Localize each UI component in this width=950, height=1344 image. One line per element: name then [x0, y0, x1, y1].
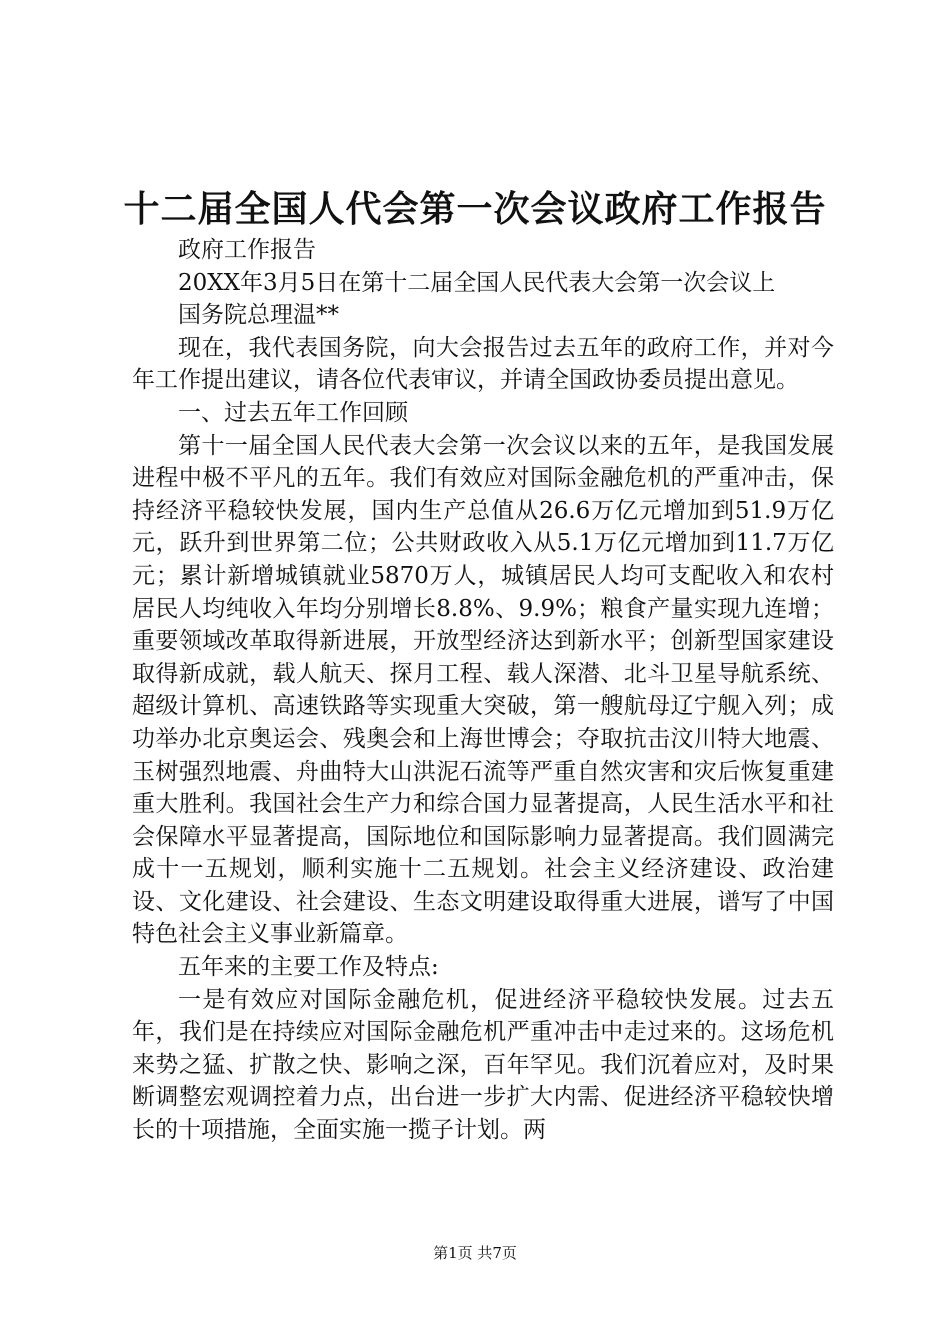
page-footer: 第1页 共7页 [433, 1244, 517, 1262]
paragraph-subtitle: 政府工作报告 [178, 237, 316, 263]
paragraph-intro: 现在，我代表国务院，向大会报告过去五年的政府工作，并对今年工作提出建议，请各位代表审议，并请全国政协委员提出意见。 [132, 334, 834, 394]
document-body [132, 234, 834, 1147]
paragraph-main-work-heading: 五年来的主要工作及特点: [178, 954, 439, 981]
section-heading-review: 一、过去五年工作回顾 [178, 399, 408, 426]
paragraph-date-venue: 20XX年3月5日在第十二届全国人民代表大会第一次会议上 [178, 269, 776, 296]
paragraph-five-year-review: 第十一届全国人民代表大会第一次会议以来的五年，是我国发展进程中极不平凡的五年。我们有效应对国际金融危机的严重冲击，保持经济平稳较快发展，国内生产总值从26.6万亿元增加到51.9万亿元，跃升到世界第二位；公共财政收入从5.1万亿元增加到11.7万亿元；累计新增城镇就业5870万人，城镇居民人均可支配收入和农村居民人均纯收入年均分别增长8.8%、9.9%；粮食产量实现九连增；重要领域改革取得新进展，开放型经济达到新水平；创新型国家建设取得新成就，载人航天、探月工程、载人深潜、北斗卫星导航系统、超级计算机、高速铁路等实现重大突破，第一艘航母辽宁舰入列；成功举办北京奥运会、残奥会和上海世博会；夺取抗击汶川特大地震、玉树强烈地震、舟曲特大山洪泥石流等严重自然灾害和灾后恢复重建重大胜利。我国社会生产力和综合国力显著提高，人民生活水平和社会保障水平显著提高，国际地位和国际影响力显著提高。我们圆满完成十一五规划，顺利实施十二五规划。社会主义经济建设、政治建设、文化建设、社会建设、生态文明建设取得重大进展，谱写了中国特色社会主义事业新篇章。 [132, 432, 834, 948]
paragraph-financial-crisis: 一是有效应对国际金融危机，促进经济平稳较快发展。过去五年，我们是在持续应对国际金融危机严重冲击中走过来的。这场危机来势之猛、扩散之快、影响之深，百年罕见。我们沉着应对，及时果断调整宏观调控着力点，出台进一步扩大内需、促进经济平稳较快增长的十项措施，全面实施一揽子计划。两 [132, 986, 834, 1144]
paragraph-speaker: 国务院总理温** [178, 302, 339, 329]
page-title: 十二届全国人代会第一次会议政府工作报告 [123, 189, 827, 230]
